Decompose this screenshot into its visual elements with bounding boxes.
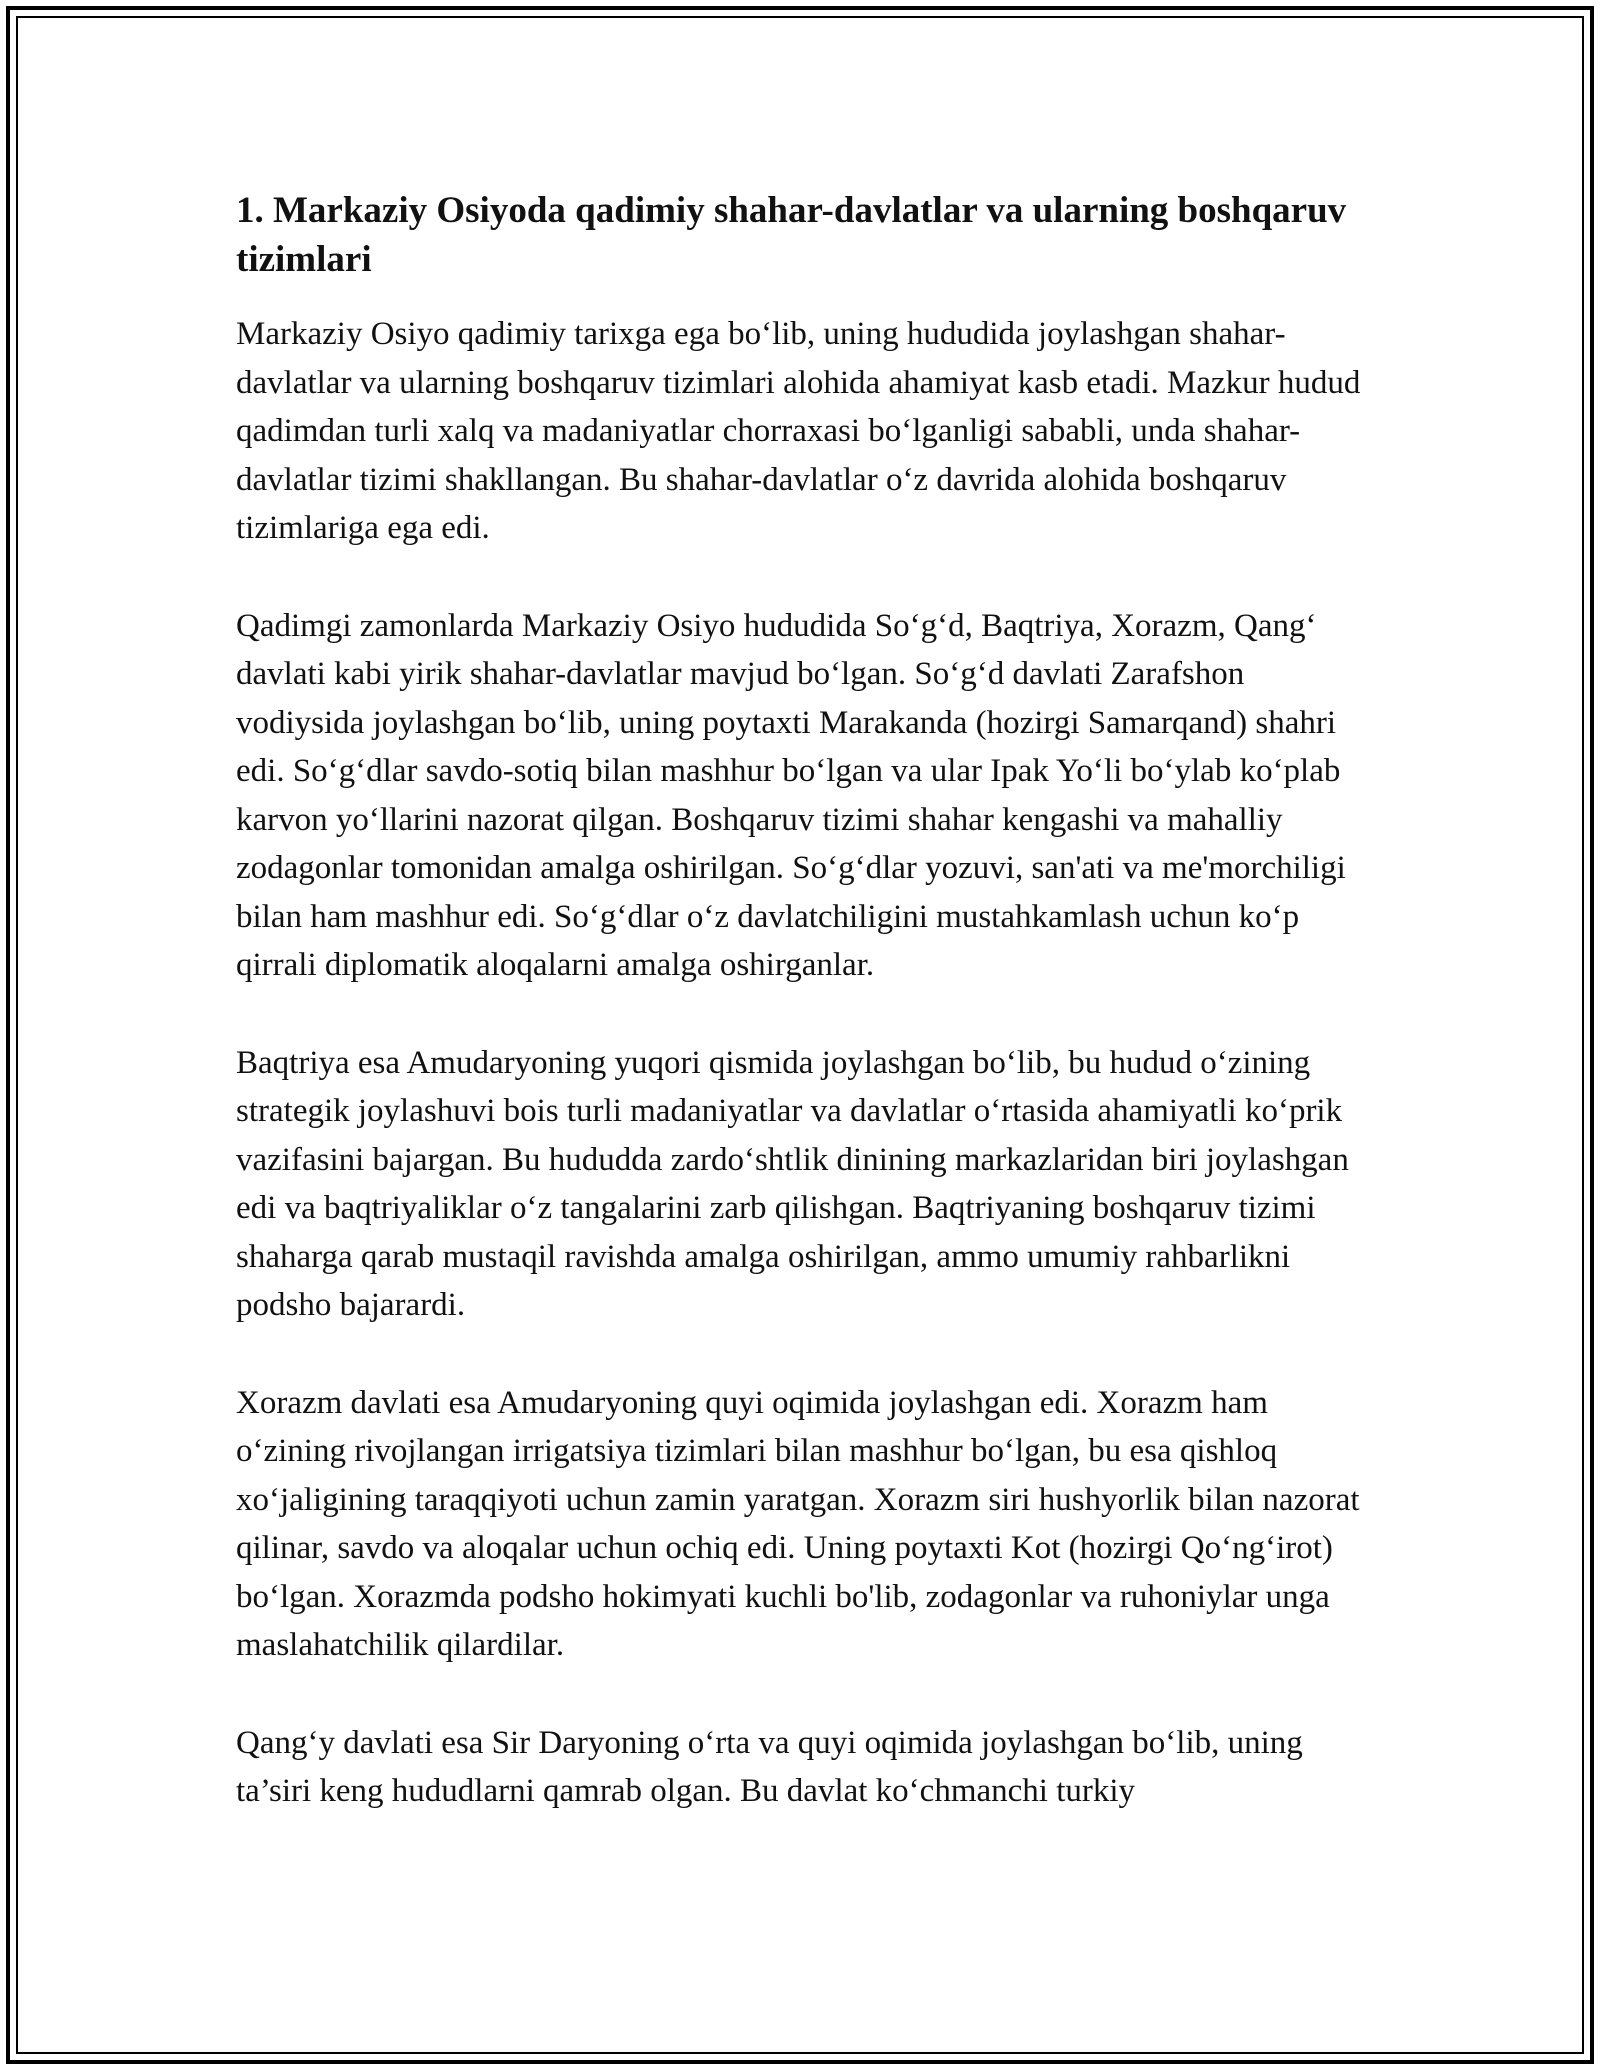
document-body: [236, 186, 1370, 1865]
paragraph-intro: Markaziy Osiyo qadimiy tarixga ega bo‘lib, uning hududida joylashgan shahar-davlatlar va ularning boshqaruv tizimlari alohida ahamiyat kasb etadi. Mazkur hudud qadimdan turli xalq va madaniyatlar chorraxasi bo‘lganligi sababli, unda shahar-davlatlar tizimi shakllangan. Bu shahar-davlatlar o‘z davrida alohida boshqaruv tizimlariga ega edi.: [236, 316, 1361, 546]
section-heading: 1. Markaziy Osiyoda qadimiy shahar-davlatlar va ularning boshqaruv tizimlari: [236, 190, 1347, 280]
paragraph-xorazm: Xorazm davlati esa Amudaryoning quyi oqimida joylashgan edi. Xorazm ham o‘zining rivojlangan irrigatsiya tizimlari bilan mashhur bo‘lgan, bu esa qishloq xo‘jaligining taraqqiyoti uchun zamin yaratgan. Xorazm siri hushyorlik bilan nazorat qilinar, savdo va aloqalar uchun ochiq edi. Uning poytaxti Kot (hozirgi Qo‘ng‘irot) bo‘lgan. Xorazmda podsho hokimyati kuchli bo'lib, zodagonlar va ruhoniylar unga maslahatchilik qilardilar.: [236, 1384, 1360, 1663]
paragraph-sogd: Qadimgi zamonlarda Markaziy Osiyo hududida So‘g‘d, Baqtriya, Xorazm, Qang‘ davlati kabi yirik shahar-davlatlar mavjud bo‘lgan. So‘g‘d davlati Zarafshon vodiysida joylashgan bo‘lib, uning poytaxti Marakanda (hozirgi Samarqand) shahri edi. So‘g‘dlar savdo-sotiq bilan mashhur bo‘lgan va ular Ipak Yo‘li bo‘ylab ko‘plab karvon yo‘llarini nazorat qilgan. Boshqaruv tizimi shahar kengashi va mahalliy zodagonlar tomonidan amalga oshirilgan. So‘g‘dlar yozuvi, san'ati va me'morchiligi bilan ham mashhur edi. So‘g‘dlar o‘z davlatchiligini mustahkamlash uchun ko‘p qirrali diplomatik aloqalarni amalga oshirganlar.: [236, 607, 1346, 983]
paragraph-baqtriya: Baqtriya esa Amudaryoning yuqori qismida joylashgan bo‘lib, bu hudud o‘zining strategik joylashuvi bois turli madaniyatlar va davlatlar o‘rtasida ahamiyatli ko‘prik vazifasini bajargan. Bu hududda zardo‘shtlik dinining markazlaridan biri joylashgan edi va baqtriyaliklar o‘z tangalarini zarb qilishgan. Baqtriyaning boshqaruv tizimi shaharga qarab mustaqil ravishda amalga oshirilgan, ammo umumiy rahbarlikni podsho bajarardi.: [236, 1044, 1349, 1323]
paragraph-qangy: Qang‘y davlati esa Sir Daryoning o‘rta va quyi oqimida joylashgan bo‘lib, uning ta’siri keng hududlarni qamrab olgan. Bu davlat ko‘chmanchi turkiy: [236, 1724, 1303, 1809]
